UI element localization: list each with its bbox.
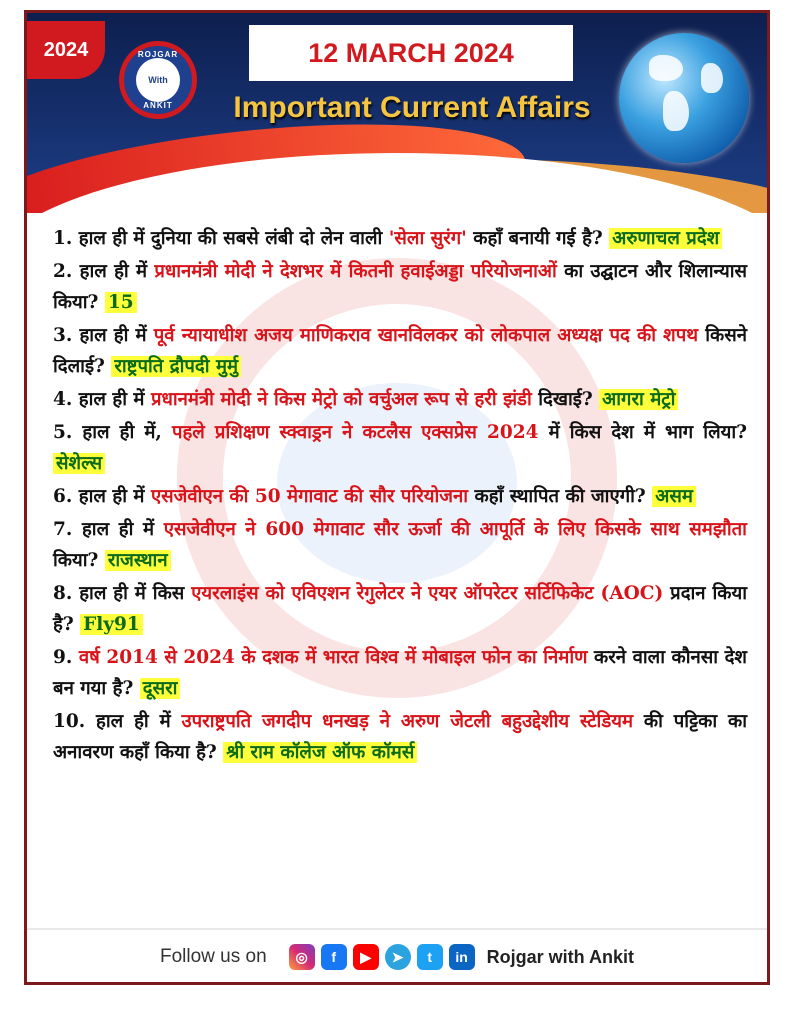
question-highlight: उपराष्ट्रपति जगदीप धनखड़ ने अरुण जेटली बहुउद्देशीय स्टेडियम <box>181 711 634 732</box>
telegram-icon[interactable]: ➤ <box>385 944 411 970</box>
youtube-icon[interactable]: ▶ <box>353 944 379 970</box>
answer-highlight: अरुणाचल प्रदेश <box>609 228 722 249</box>
question-item <box>53 514 747 576</box>
logo-bottom-text: ANKIT <box>143 101 173 110</box>
answer-highlight: श्री राम कॉलेज ऑफ कॉमर्स <box>223 742 417 763</box>
globe-land-north <box>649 55 683 81</box>
question-text-tail: किया? <box>53 550 99 571</box>
answer-highlight: Fly91 <box>80 614 143 635</box>
logo-people-icon <box>136 58 180 102</box>
answer-highlight: असम <box>652 486 696 507</box>
question-number: 4. <box>53 389 73 410</box>
question-number: 6. <box>53 486 73 507</box>
question-number: 1. <box>53 228 73 249</box>
answer-highlight: सेशेल्स <box>53 453 105 474</box>
question-text-tail: प्रदान किया है? <box>53 583 748 635</box>
question-number: 2. <box>53 261 73 282</box>
question-text-tail: दिखाई? <box>531 389 593 410</box>
question-text: हाल ही में <box>72 486 151 507</box>
question-number: 8. <box>53 583 73 604</box>
question-highlight: एयरलाइंस को एविएशन रेगुलेटर ने एयर ऑपरेटर सर्टिफिकेट (AOC) <box>191 583 664 604</box>
question-text-tail: की पट्टिका का अनावरण कहाँ किया है? <box>53 711 747 763</box>
answer-highlight: 15 <box>105 292 137 313</box>
question-highlight: प्रधानमंत्री मोदी ने देशभर में कितनी हवाईअड्डा परियोजनाओं <box>154 261 557 282</box>
question-item <box>53 578 747 640</box>
question-text: हाल ही में, <box>72 422 172 443</box>
question-text-tail: का उद्घाटन और शिलान्यास किया? <box>53 261 748 313</box>
question-text: हाल ही में <box>72 261 155 282</box>
question-highlight: एसजेवीएन ने 600 मेगावाट सौर ऊर्जा की आपूर्ति के लिए किसके साथ समझौता <box>163 519 747 540</box>
question-highlight: एसजेवीएन की 50 मेगावाट की सौर परियोजना <box>150 486 469 507</box>
facebook-icon[interactable]: f <box>321 944 347 970</box>
brand-name: Rojgar with Ankit <box>486 946 634 967</box>
question-text-tail: कहाँ स्थापित की जाएगी? <box>468 486 646 507</box>
question-item <box>53 417 747 479</box>
question-highlight: पहले प्रशिक्षण स्क्वाड्रन ने कटलैस एक्सप्रेस 2024 <box>171 422 539 443</box>
question-text: हाल ही में <box>72 325 154 346</box>
question-highlight: वर्ष 2014 से 2024 के दशक में भारत विश्व में मोबाइल फोन का निर्माण <box>78 647 588 668</box>
question-text-tail: किसने दिलाई? <box>53 325 747 377</box>
question-number: 3. <box>53 325 73 346</box>
twitter-icon[interactable]: t <box>417 944 443 970</box>
logo-mid-text: With <box>148 75 168 85</box>
question-text: हाल ही में <box>72 519 164 540</box>
question-list <box>53 223 747 770</box>
globe-icon <box>619 33 749 163</box>
question-text: हाल ही में <box>72 389 151 410</box>
follow-us-label: Follow us on <box>159 946 267 967</box>
instagram-icon[interactable]: ◎ <box>289 944 315 970</box>
globe-land-south <box>663 91 689 131</box>
question-number: 7. <box>53 519 73 540</box>
logo-top-text: ROJGAR <box>137 50 179 59</box>
question-number: 10. <box>53 711 86 732</box>
page-frame <box>24 10 770 985</box>
answer-highlight: राजस्थान <box>105 550 171 571</box>
question-item <box>53 481 747 512</box>
question-item <box>53 706 747 768</box>
question-item <box>53 223 747 254</box>
globe-land-east <box>701 63 723 93</box>
page-title: Important Current Affairs <box>233 91 591 124</box>
question-highlight: प्रधानमंत्री मोदी ने किस मेट्रो को वर्चुअल रूप से हरी झंडी <box>150 389 532 410</box>
linkedin-icon[interactable]: in <box>449 944 475 970</box>
answer-highlight: दूसरा <box>140 678 181 699</box>
question-text-tail: में किस देश में भाग लिया? <box>538 422 747 443</box>
question-item <box>53 384 747 415</box>
header-banner <box>27 13 767 213</box>
question-text: हाल ही में दुनिया की सबसे लंबी दो लेन वाली <box>72 228 389 249</box>
question-text: हाल ही में <box>85 711 182 732</box>
date-label: 12 MARCH 2024 <box>249 25 573 81</box>
question-number: 5. <box>53 422 73 443</box>
question-text-tail: करने वाला कौनसा देश बन गया है? <box>53 647 747 699</box>
question-highlight: पूर्व न्यायाधीश अजय माणिकराव खानविलकर को लोकपाल अध्यक्ष पद की शपथ <box>153 325 699 346</box>
question-item <box>53 320 747 382</box>
question-text-tail: कहाँ बनायी गई है? <box>466 228 603 249</box>
question-item <box>53 642 747 704</box>
footer-bar <box>27 928 767 984</box>
question-highlight: 'सेला सुरंग' <box>388 228 467 249</box>
question-number: 9. <box>53 647 73 668</box>
answer-highlight: आगरा मेट्रो <box>599 389 678 410</box>
answer-highlight: राष्ट्रपति द्रौपदी मुर्मु <box>111 356 241 377</box>
year-badge: 2024 <box>27 21 105 79</box>
question-item <box>53 256 747 318</box>
question-text: हाल ही में किस <box>72 583 192 604</box>
rojgar-logo <box>119 41 197 119</box>
